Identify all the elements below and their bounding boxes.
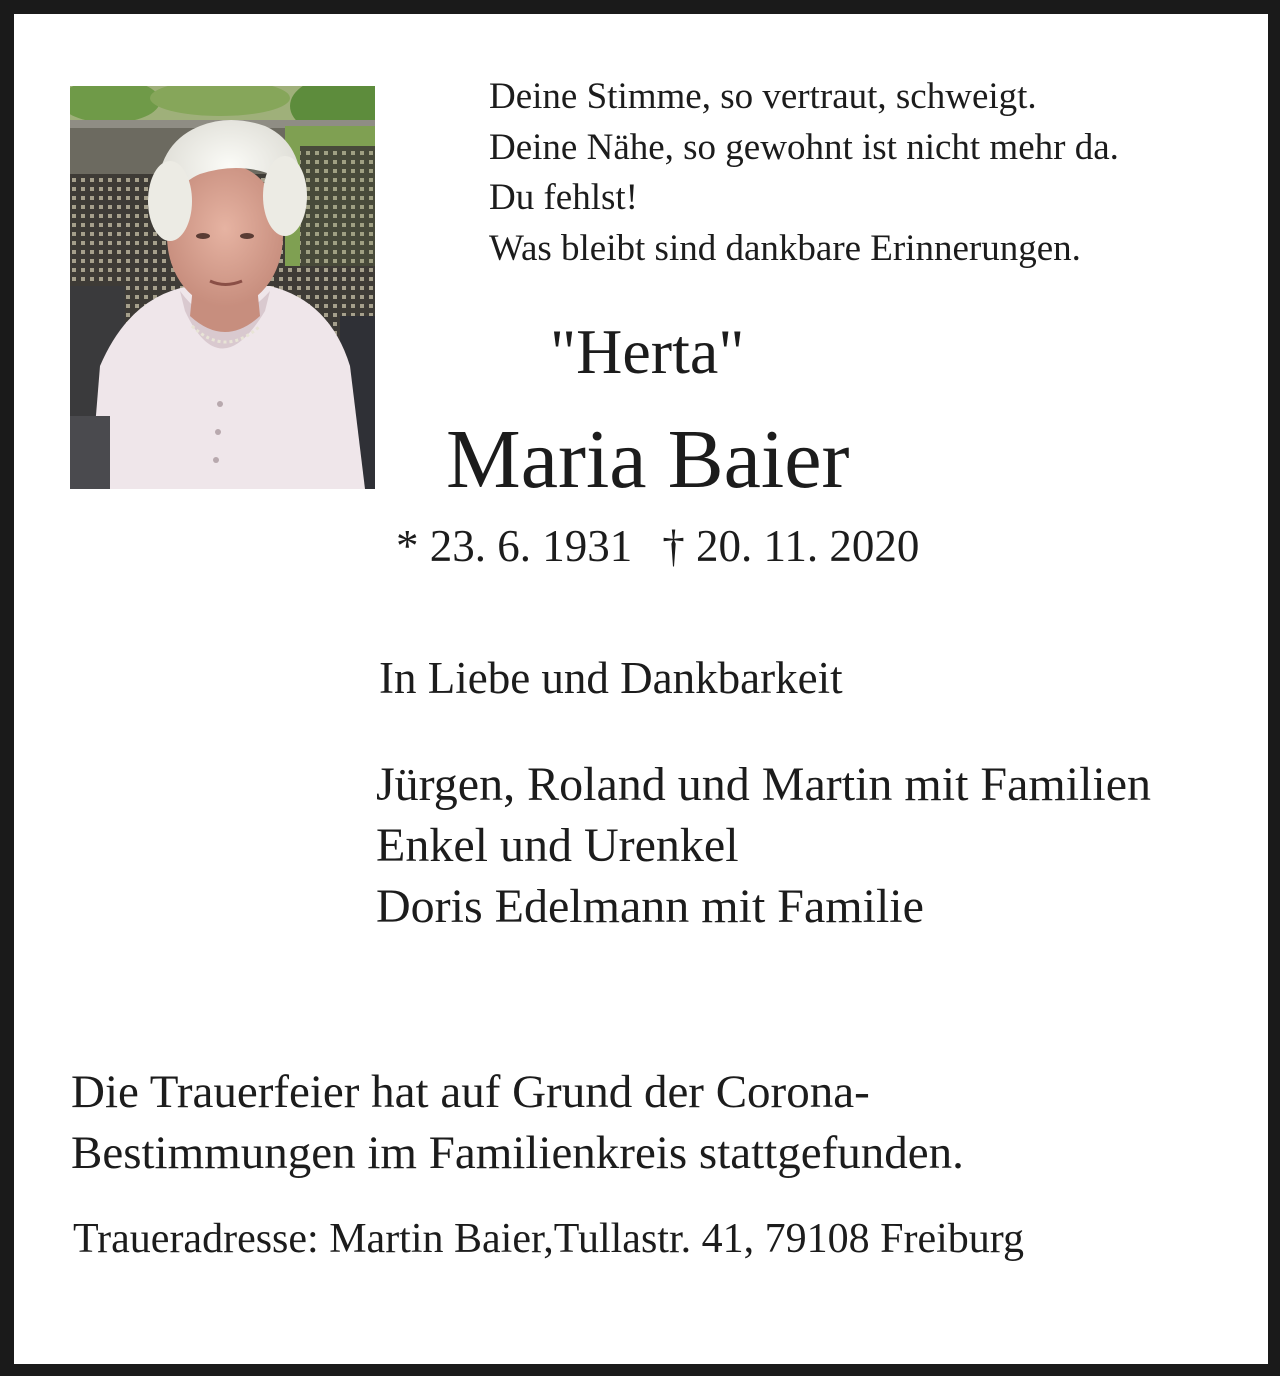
poem-line: Deine Stimme, so vertraut, schweigt.	[489, 76, 1037, 117]
dedication: In Liebe und Dankbarkeit	[379, 653, 843, 703]
poem	[489, 72, 1119, 274]
deceased-name: Maria Baier	[446, 413, 850, 506]
mourner-line: Enkel und Urenkel	[376, 819, 739, 872]
poem-line: Du fehlst!	[489, 177, 638, 218]
deceased-nickname: "Herta"	[550, 316, 745, 387]
birth-date: * 23. 6. 1931	[396, 521, 633, 571]
mourner-line: Jürgen, Roland und Martin mit Familien	[376, 758, 1152, 811]
poem-line: Was bleibt sind dankbare Erinnerungen.	[489, 227, 1081, 269]
portrait-photo	[70, 86, 375, 489]
notice-line: Die Trauerfeier hat auf Grund der Corona-	[71, 1066, 870, 1118]
death-date: † 20. 11. 2020	[662, 521, 920, 571]
mourner-line: Doris Edelmann mit Familie	[376, 880, 924, 933]
life-dates	[396, 518, 919, 574]
mourning-address: Traueradresse: Martin Baier,Tullastr. 41, 79108 Freiburg	[73, 1216, 1025, 1262]
portrait-image	[70, 86, 375, 489]
funeral-notice	[71, 1062, 964, 1184]
notice-line: Bestimmungen im Familienkreis stattgefunden.	[71, 1127, 964, 1179]
mourners-list	[376, 754, 1151, 937]
poem-line: Deine Nähe, so gewohnt ist nicht mehr da.	[489, 126, 1119, 168]
